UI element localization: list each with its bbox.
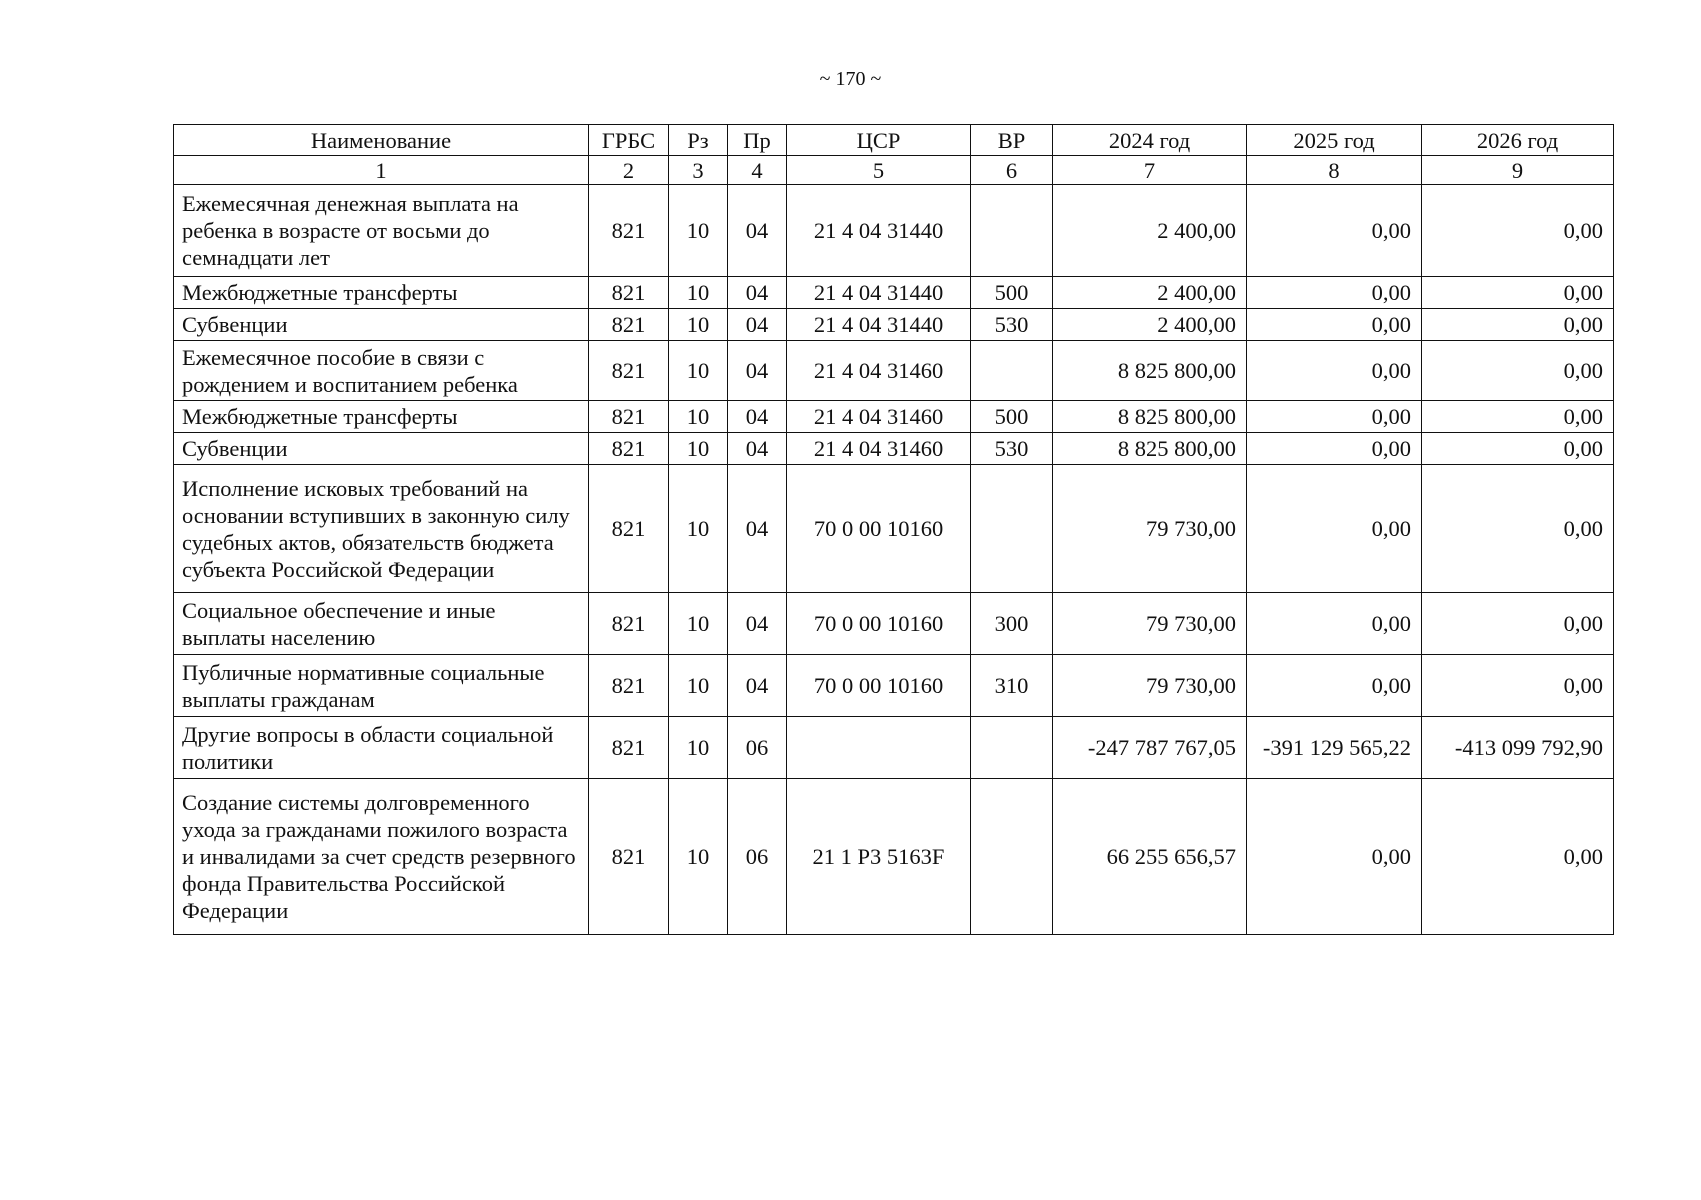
rz-cell: 10 — [669, 277, 728, 309]
rz-cell: 10 — [669, 717, 728, 779]
vr-cell: 530 — [971, 309, 1053, 341]
row-name-cell: Создание системы долговременного ухода за гражданами пожилого возраста и инвалидами за счет средств резервного фонда Правительства Российской Федерации — [174, 779, 589, 935]
table-row — [174, 717, 1614, 779]
amount-2024-cell: 79 730,00 — [1053, 655, 1247, 717]
grbs-cell: 821 — [589, 309, 669, 341]
column-number-cell: 2 — [589, 156, 669, 185]
row-name-cell: Социальное обеспечение и иные выплаты населению — [174, 593, 589, 655]
grbs-cell: 821 — [589, 277, 669, 309]
row-name-cell: Исполнение исковых требований на основании вступивших в законную силу судебных актов, обязательств бюджета субъекта Российской Федерации — [174, 465, 589, 593]
amount-2026-cell: 0,00 — [1422, 185, 1614, 277]
header-cell: ГРБС — [589, 125, 669, 156]
vr-cell: 530 — [971, 433, 1053, 465]
column-number-cell: 9 — [1422, 156, 1614, 185]
column-number-cell: 6 — [971, 156, 1053, 185]
pr-cell: 04 — [728, 593, 787, 655]
header-cell: ВР — [971, 125, 1053, 156]
table-row — [174, 433, 1614, 465]
amount-2026-cell: 0,00 — [1422, 401, 1614, 433]
vr-cell — [971, 717, 1053, 779]
rz-cell: 10 — [669, 655, 728, 717]
csr-cell: 21 4 04 31460 — [787, 341, 971, 401]
amount-2026-cell: -413 099 792,90 — [1422, 717, 1614, 779]
vr-cell — [971, 185, 1053, 277]
rz-cell: 10 — [669, 341, 728, 401]
pr-cell: 06 — [728, 717, 787, 779]
row-name-cell: Ежемесячное пособие в связи с рождением и воспитанием ребенка — [174, 341, 589, 401]
csr-cell: 21 4 04 31440 — [787, 277, 971, 309]
grbs-cell: 821 — [589, 433, 669, 465]
amount-2025-cell: 0,00 — [1247, 277, 1422, 309]
pr-cell: 04 — [728, 341, 787, 401]
column-number-cell: 8 — [1247, 156, 1422, 185]
amount-2025-cell: 0,00 — [1247, 465, 1422, 593]
rz-cell: 10 — [669, 309, 728, 341]
amount-2025-cell: 0,00 — [1247, 341, 1422, 401]
pr-cell: 04 — [728, 309, 787, 341]
vr-cell — [971, 465, 1053, 593]
vr-cell: 500 — [971, 401, 1053, 433]
row-name-cell: Другие вопросы в области социальной политики — [174, 717, 589, 779]
amount-2024-cell: 2 400,00 — [1053, 185, 1247, 277]
grbs-cell: 821 — [589, 717, 669, 779]
vr-cell — [971, 341, 1053, 401]
grbs-cell: 821 — [589, 401, 669, 433]
csr-cell: 21 1 P3 5163F — [787, 779, 971, 935]
csr-cell: 70 0 00 10160 — [787, 655, 971, 717]
table-row — [174, 593, 1614, 655]
csr-cell: 21 4 04 31460 — [787, 401, 971, 433]
column-number-row — [174, 156, 1614, 185]
page-number: ~ 170 ~ — [819, 68, 882, 90]
amount-2026-cell: 0,00 — [1422, 465, 1614, 593]
row-name-cell: Субвенции — [174, 433, 589, 465]
rz-cell: 10 — [669, 401, 728, 433]
vr-cell: 500 — [971, 277, 1053, 309]
amount-2024-cell: -247 787 767,05 — [1053, 717, 1247, 779]
header-cell: Наименование — [174, 125, 589, 156]
csr-cell: 70 0 00 10160 — [787, 593, 971, 655]
amount-2026-cell: 0,00 — [1422, 779, 1614, 935]
row-name-cell: Межбюджетные трансферты — [174, 401, 589, 433]
row-name-cell: Публичные нормативные социальные выплаты гражданам — [174, 655, 589, 717]
amount-2026-cell: 0,00 — [1422, 341, 1614, 401]
header-cell: Рз — [669, 125, 728, 156]
table-row — [174, 779, 1614, 935]
amount-2025-cell: 0,00 — [1247, 185, 1422, 277]
header-row — [174, 125, 1614, 156]
amount-2026-cell: 0,00 — [1422, 655, 1614, 717]
csr-cell: 21 4 04 31440 — [787, 309, 971, 341]
amount-2024-cell: 79 730,00 — [1053, 465, 1247, 593]
row-name-cell: Межбюджетные трансферты — [174, 277, 589, 309]
pr-cell: 04 — [728, 401, 787, 433]
amount-2025-cell: 0,00 — [1247, 401, 1422, 433]
budget-table — [173, 124, 1614, 935]
amount-2024-cell: 66 255 656,57 — [1053, 779, 1247, 935]
column-number-cell: 1 — [174, 156, 589, 185]
amount-2025-cell: 0,00 — [1247, 779, 1422, 935]
amount-2026-cell: 0,00 — [1422, 277, 1614, 309]
header-cell: 2024 год — [1053, 125, 1247, 156]
vr-cell — [971, 779, 1053, 935]
amount-2025-cell: 0,00 — [1247, 433, 1422, 465]
header-cell: Пр — [728, 125, 787, 156]
table-row — [174, 655, 1614, 717]
amount-2026-cell: 0,00 — [1422, 433, 1614, 465]
pr-cell: 04 — [728, 465, 787, 593]
amount-2025-cell: 0,00 — [1247, 593, 1422, 655]
table-row — [174, 277, 1614, 309]
pr-cell: 04 — [728, 655, 787, 717]
rz-cell: 10 — [669, 185, 728, 277]
column-number-cell: 4 — [728, 156, 787, 185]
pr-cell: 04 — [728, 185, 787, 277]
column-number-cell: 5 — [787, 156, 971, 185]
grbs-cell: 821 — [589, 593, 669, 655]
vr-cell: 310 — [971, 655, 1053, 717]
amount-2025-cell: 0,00 — [1247, 309, 1422, 341]
amount-2024-cell: 79 730,00 — [1053, 593, 1247, 655]
header-cell: 2026 год — [1422, 125, 1614, 156]
amount-2025-cell: -391 129 565,22 — [1247, 717, 1422, 779]
rz-cell: 10 — [669, 779, 728, 935]
grbs-cell: 821 — [589, 185, 669, 277]
amount-2024-cell: 8 825 800,00 — [1053, 401, 1247, 433]
table-row — [174, 341, 1614, 401]
rz-cell: 10 — [669, 433, 728, 465]
pr-cell: 04 — [728, 277, 787, 309]
pr-cell: 06 — [728, 779, 787, 935]
row-name-cell: Субвенции — [174, 309, 589, 341]
table-row — [174, 309, 1614, 341]
header-cell: ЦСР — [787, 125, 971, 156]
pr-cell: 04 — [728, 433, 787, 465]
table-row — [174, 465, 1614, 593]
grbs-cell: 821 — [589, 465, 669, 593]
amount-2024-cell: 2 400,00 — [1053, 277, 1247, 309]
amount-2024-cell: 8 825 800,00 — [1053, 433, 1247, 465]
table-row — [174, 401, 1614, 433]
column-number-cell: 7 — [1053, 156, 1247, 185]
csr-cell: 21 4 04 31460 — [787, 433, 971, 465]
csr-cell: 70 0 00 10160 — [787, 465, 971, 593]
grbs-cell: 821 — [589, 341, 669, 401]
amount-2025-cell: 0,00 — [1247, 655, 1422, 717]
row-name-cell: Ежемесячная денежная выплата на ребенка в возрасте от восьми до семнадцати лет — [174, 185, 589, 277]
rz-cell: 10 — [669, 593, 728, 655]
amount-2024-cell: 8 825 800,00 — [1053, 341, 1247, 401]
column-number-cell: 3 — [669, 156, 728, 185]
csr-cell: 21 4 04 31440 — [787, 185, 971, 277]
grbs-cell: 821 — [589, 779, 669, 935]
amount-2024-cell: 2 400,00 — [1053, 309, 1247, 341]
table-row — [174, 185, 1614, 277]
grbs-cell: 821 — [589, 655, 669, 717]
header-cell: 2025 год — [1247, 125, 1422, 156]
vr-cell: 300 — [971, 593, 1053, 655]
amount-2026-cell: 0,00 — [1422, 593, 1614, 655]
csr-cell — [787, 717, 971, 779]
rz-cell: 10 — [669, 465, 728, 593]
amount-2026-cell: 0,00 — [1422, 309, 1614, 341]
